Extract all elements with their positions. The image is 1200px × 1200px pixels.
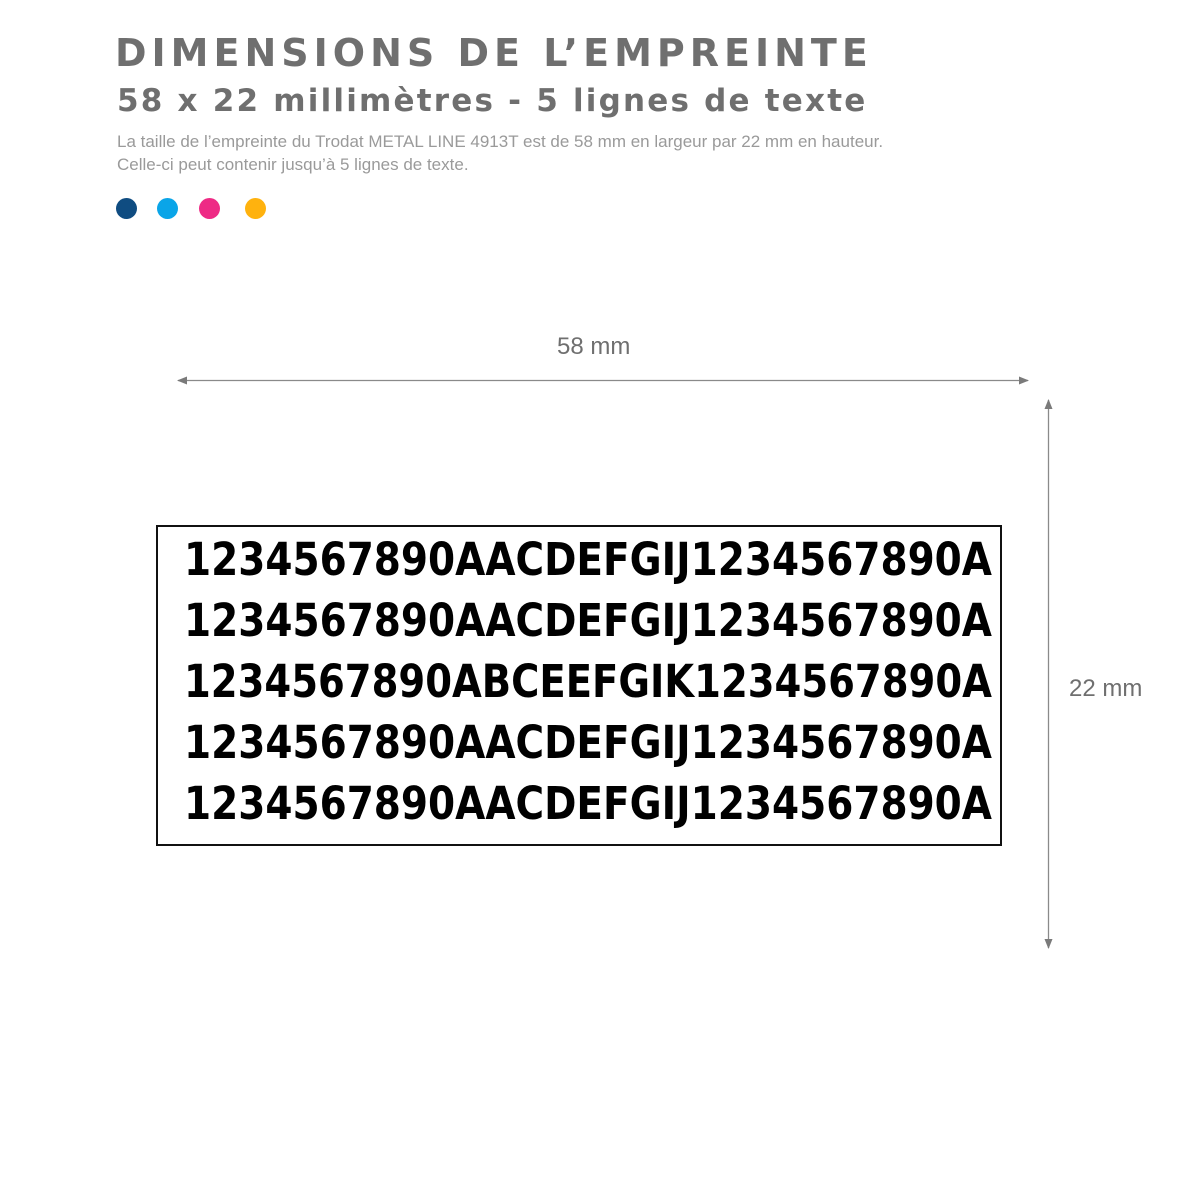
description-line-1: La taille de l’empreinte du Trodat METAL LINE 4913T est de 58 mm en largeur par 22 mm en hauteur. [117,132,884,151]
stamp-imprint-box [156,525,1002,846]
imprint-line-5: 1234567890AACDEFGIJ1234567890A [184,777,992,830]
page-title: DIMENSIONS DE L’EMPREINTE [115,31,873,75]
imprint-line-4: 1234567890AACDEFGIJ1234567890A [184,716,992,769]
page-subtitle: 58 x 22 millimètres - 5 lignes de texte [117,83,868,119]
height-dimension-label: 22 mm [1069,675,1143,702]
imprint-line-3: 1234567890ABCEEFGIK1234567890A [184,655,992,708]
imprint-line-2: 1234567890AACDEFGIJ1234567890A [184,594,992,647]
imprint-line-1: 1234567890AACDEFGIJ1234567890A [184,533,992,586]
description-line-2: Celle-ci peut contenir jusqu’à 5 lignes de texte. [117,155,469,174]
width-dimension-label: 58 mm [557,333,631,360]
